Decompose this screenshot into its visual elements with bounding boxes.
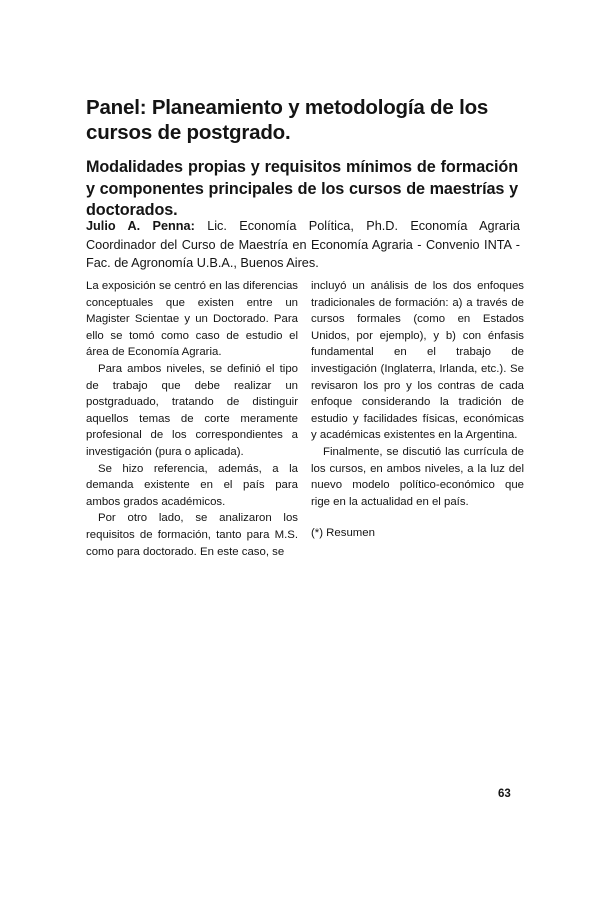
section-title: Modalidades propias y requisitos mínimos de formación y componentes principales de los cursos de maestrías y doctorados. xyxy=(86,158,518,219)
footnote: (*) Resumen xyxy=(311,527,375,540)
panel-title: Panel: Planeamiento y metodología de los cursos de postgrado. xyxy=(86,96,489,144)
paragraph: La exposición se centró en las diferencias conceptuales que existen entre un Magister Scientae y un Doctorado. Para ello se tomó como caso de estudio el área de Economía Agraria. xyxy=(86,280,298,359)
author-affiliation: Lic. Economía Política, Ph.D. Economía Agraria Coordinador del Curso de Maestría en Economía Agraria - Convenio INTA - Fac. de Agronomía U.B.A., Buenos Aires. xyxy=(86,219,520,270)
left-column xyxy=(86,278,298,560)
paragraph: incluyó un análisis de los dos enfoques tradicionales de formación: a) a través de cursos formales (como en Estados Unidos, por ejemplo), y b) con énfasis fundamental en el trabajo de investigación (Inglaterra, Irlanda, etc.). Se revisaron los pro y los contras de cada enfoque considerando la tradición de estudio y facilidades físicas, económicas y académicas existentes en la Argentina. xyxy=(311,280,524,442)
paragraph: Se hizo referencia, además, a la demanda existente en el país para ambos grados académicos. xyxy=(86,462,298,508)
author-block xyxy=(86,217,520,273)
paragraph: Para ambos niveles, se definió el tipo de trabajo que debe realizar un postgraduado, tratando de distinguir aquellos temas de corte meramente profesional de los correspondientes a investigación (pura o aplicada). xyxy=(86,362,298,458)
page-number: 63 xyxy=(498,788,511,800)
paragraph: Por otro lado, se analizaron los requisitos de formación, tanto para M.S. como para doctorado. En este caso, se xyxy=(86,512,298,558)
author-name: Julio A. Penna: xyxy=(86,219,195,233)
right-column xyxy=(311,278,524,542)
paragraph: Finalmente, se discutió las currícula de los cursos, en ambos niveles, a la luz del nuevo modelo político-económico que rige en la actualidad en el país. xyxy=(311,445,524,508)
